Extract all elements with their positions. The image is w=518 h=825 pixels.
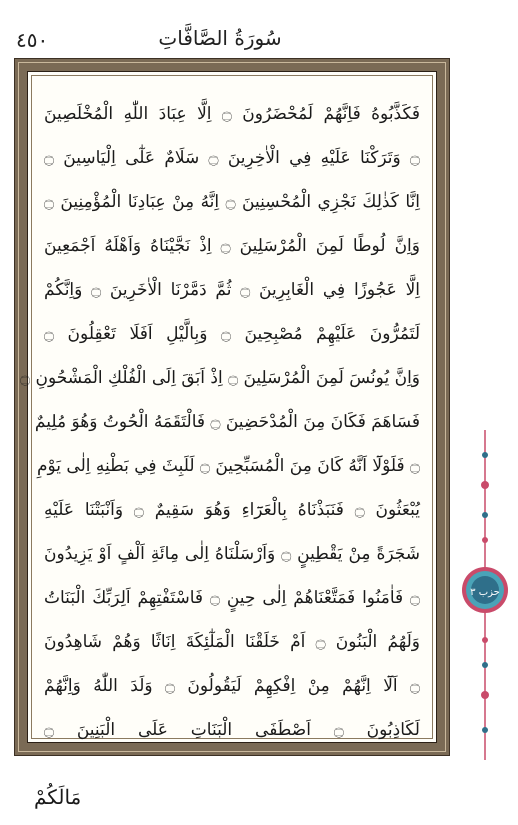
verse-line: فَسَاهَمَ فَكَانَ مِنَ الْمُدْحَضِينَ ۝ فَالْتَقَمَهُ الْحُوتُ وَهُوَ مُلِيمٌ (34, 412, 420, 432)
verse-line: شَجَرَةً مِنْ يَقْطِينٍ ۝ وَاَرْسَلْنَاهُ اِلٰى مِائَةِ اَلْفٍ اَوْ يَزِيدُونَ (44, 544, 421, 564)
verse-line: يُبْعَثُونَ ۝ فَنَبَذْنَاهُ بِالْعَرَٓاءِ وَهُوَ سَقِيمٌ ۝ وَاَنْبَتْنَا عَلَيْهِ (44, 500, 420, 520)
page-border-frame (14, 58, 450, 756)
surah-title: سُورَةُ الصَّافَّاتِ (158, 26, 282, 50)
text-panel (20, 71, 437, 743)
verse-line: اِلَّا عَجُوزًا فِي الْغَابِرِينَ ۝ ثُمَّ دَمَّرْنَا الْاٰخَرِينَ ۝ وَاِنَّكُمْ (44, 280, 420, 300)
verse-line: اِنَّا كَذٰلِكَ نَجْزِي الْمُحْسِنِينَ ۝ اِنَّهُ مِنْ عِبَادِنَا الْمُؤْمِنِينَ ۝ (44, 192, 420, 212)
catchword: مَالَكُمْ (34, 785, 82, 809)
verse-line: ۝ وَتَرَكْنَا عَلَيْهِ فِي الْاٰخِرِينَ ۝ سَلَامٌ عَلٰٓى اِلْيَاسِينَ ۝ (44, 148, 420, 168)
verse-line: ۝ فَلَوْلَٓا اَنَّهُ كَانَ مِنَ الْمُسَبِّحِينَ ۝ لَلَبِثَ فِي بَطْنِهِ اِلٰى يَوْمِ (36, 456, 420, 476)
verse-lines (20, 92, 426, 740)
verse-line: ۝ اَلَٓا اِنَّهُمْ مِنْ اِفْكِهِمْ لَيَقُولُونَ ۝ وَلَدَ اللّٰهُ وَاِنَّهُمْ (44, 676, 420, 696)
verse-line: لَكَاذِبُونَ ۝ اَصْطَفَى الْبَنَاتِ عَلَى الْبَنِينَ ۝ (44, 720, 420, 740)
page-number: ٤٥٠ (16, 28, 49, 52)
hizb-label: حزب ٣ (470, 587, 500, 598)
verse-line: وَاِنَّ يُونُسَ لَمِنَ الْمُرْسَلِينَ ۝ اِذْ اَبَقَ اِلَى الْفُلْكِ الْمَشْحُونِ ۝ (20, 368, 420, 388)
verse-line: لَتَمُرُّونَ عَلَيْهِمْ مُصْبِحِينَ ۝ وَبِالَّيْلِ اَفَلَا تَعْقِلُونَ ۝ (44, 324, 421, 344)
verse-line: وَلَهُمُ الْبَنُونَ ۝ اَمْ خَلَقْنَا الْمَلٰٓئِكَةَ اِنَاثًا وَهُمْ شَاهِدُونَ (44, 632, 420, 652)
verse-line: ۝ فَاٰمَنُوا فَمَتَّعْنَاهُمْ اِلٰى حِينٍ ۝ فَاسْتَفْتِهِمْ اَلِرَبِّكَ الْبَنَاتُ (44, 588, 420, 608)
hizb-medallion-ornament (461, 430, 509, 760)
verse-line: فَكَذَّبُوهُ فَاِنَّهُمْ لَمُحْضَرُونَ ۝ اِلَّا عِبَادَ اللّٰهِ الْمُخْلَصِينَ (44, 104, 420, 124)
verse-line: وَاِنَّ لُوطًا لَمِنَ الْمُرْسَلِينَ ۝ اِذْ نَجَّيْنَاهُ وَاَهْلَهُ اَجْمَعِينَ (44, 236, 420, 256)
